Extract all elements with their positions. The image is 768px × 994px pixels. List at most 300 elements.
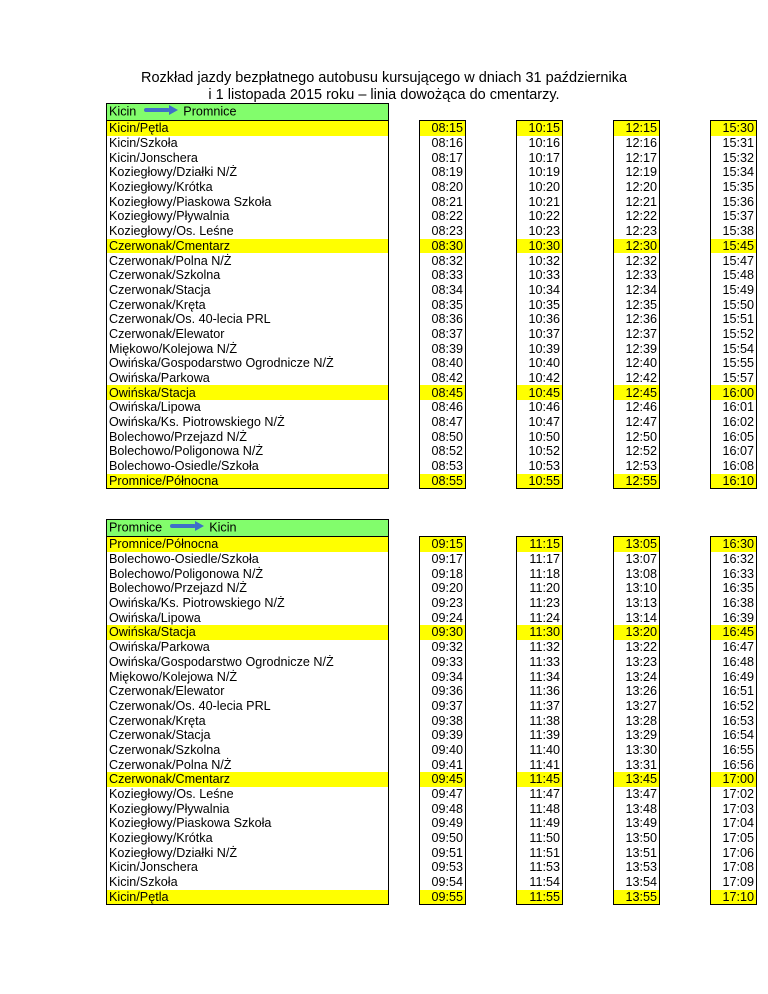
timetable-promnice-kicin	[106, 519, 757, 905]
document-title	[0, 70, 768, 104]
departure-time: 16:33	[711, 566, 757, 581]
departure-time: 08:42	[420, 371, 466, 386]
spacer-cell	[389, 537, 420, 552]
departure-time: 11:49	[517, 816, 563, 831]
stop-row	[107, 816, 757, 831]
stop-row	[107, 845, 757, 860]
stop-row	[107, 713, 757, 728]
departure-time: 08:53	[420, 459, 466, 474]
spacer-cell	[466, 684, 517, 699]
spacer-cell	[389, 327, 420, 342]
stop-name: Czerwonak/Cmentarz	[107, 239, 389, 254]
spacer-cell	[660, 743, 711, 758]
departure-time: 13:26	[614, 684, 660, 699]
stop-name: Czerwonak/Stacja	[107, 728, 389, 743]
departure-time: 16:45	[711, 625, 757, 640]
spacer-cell	[389, 194, 420, 209]
departure-time: 09:48	[420, 801, 466, 816]
departure-time: 10:35	[517, 297, 563, 312]
spacer-cell	[466, 312, 517, 327]
departure-time: 11:15	[517, 537, 563, 552]
spacer-cell	[466, 356, 517, 371]
spacer-cell	[563, 341, 614, 356]
spacer-cell	[563, 684, 614, 699]
spacer-cell	[563, 283, 614, 298]
departure-time: 12:47	[614, 415, 660, 430]
spacer-cell	[563, 581, 614, 596]
departure-time: 12:50	[614, 429, 660, 444]
spacer-cell	[466, 371, 517, 386]
spacer-cell	[389, 459, 420, 474]
departure-time: 08:52	[420, 444, 466, 459]
stop-row	[107, 444, 757, 459]
departure-time: 08:47	[420, 415, 466, 430]
spacer-cell	[389, 625, 420, 640]
departure-time: 09:23	[420, 596, 466, 611]
stop-row	[107, 610, 757, 625]
stop-name: Koziegłowy/Os. Leśne	[107, 224, 389, 239]
spacer-cell	[389, 845, 420, 860]
spacer-cell	[660, 283, 711, 298]
stop-row	[107, 283, 757, 298]
stop-name: Bolechowo/Przejazd N/Ż	[107, 429, 389, 444]
spacer-cell	[466, 444, 517, 459]
stop-row	[107, 787, 757, 802]
departure-time: 09:38	[420, 713, 466, 728]
spacer-cell	[711, 520, 757, 537]
departure-time: 12:32	[614, 253, 660, 268]
departure-time: 13:24	[614, 669, 660, 684]
spacer-cell	[563, 713, 614, 728]
spacer-cell	[466, 136, 517, 151]
spacer-cell	[563, 860, 614, 875]
departure-time: 16:02	[711, 415, 757, 430]
spacer-cell	[660, 757, 711, 772]
departure-time: 08:33	[420, 268, 466, 283]
stop-name: Bolechowo/Przejazd N/Ż	[107, 581, 389, 596]
spacer-cell	[389, 104, 420, 121]
departure-time: 09:18	[420, 566, 466, 581]
spacer-cell	[466, 429, 517, 444]
departure-time: 16:48	[711, 655, 757, 670]
departure-time: 08:46	[420, 400, 466, 415]
spacer-cell	[660, 104, 711, 121]
spacer-cell	[389, 474, 420, 489]
stop-row	[107, 253, 757, 268]
spacer-cell	[660, 831, 711, 846]
stop-row	[107, 655, 757, 670]
stop-row	[107, 566, 757, 581]
departure-time: 13:27	[614, 699, 660, 714]
stop-name: Czerwonak/Elewator	[107, 327, 389, 342]
departure-time: 09:20	[420, 581, 466, 596]
departure-time: 12:17	[614, 150, 660, 165]
spacer-cell	[389, 875, 420, 890]
departure-time: 13:50	[614, 831, 660, 846]
spacer-cell	[389, 444, 420, 459]
departure-time: 10:20	[517, 180, 563, 195]
spacer-cell	[466, 297, 517, 312]
spacer-cell	[517, 520, 563, 537]
spacer-cell	[389, 415, 420, 430]
spacer-cell	[389, 787, 420, 802]
spacer-cell	[466, 655, 517, 670]
departure-time: 13:29	[614, 728, 660, 743]
spacer-cell	[660, 239, 711, 254]
departure-time: 12:39	[614, 341, 660, 356]
spacer-cell	[563, 816, 614, 831]
departure-time: 16:39	[711, 610, 757, 625]
departure-time: 10:34	[517, 283, 563, 298]
stop-name: Czerwonak/Cmentarz	[107, 772, 389, 787]
spacer-cell	[389, 429, 420, 444]
departure-time: 13:47	[614, 787, 660, 802]
departure-time: 11:48	[517, 801, 563, 816]
departure-time: 15:52	[711, 327, 757, 342]
stop-name: Koziegłowy/Krótka	[107, 831, 389, 846]
spacer-cell	[466, 194, 517, 209]
departure-time: 11:53	[517, 860, 563, 875]
departure-time: 11:47	[517, 787, 563, 802]
spacer-cell	[389, 816, 420, 831]
stop-name: Koziegłowy/Działki N/Ż	[107, 165, 389, 180]
departure-time: 09:39	[420, 728, 466, 743]
spacer-cell	[389, 224, 420, 239]
spacer-cell	[389, 341, 420, 356]
stop-name: Czerwonak/Elewator	[107, 684, 389, 699]
departure-time: 13:53	[614, 860, 660, 875]
departure-time: 09:24	[420, 610, 466, 625]
spacer-cell	[563, 890, 614, 905]
departure-time: 11:33	[517, 655, 563, 670]
departure-time: 09:50	[420, 831, 466, 846]
spacer-cell	[563, 356, 614, 371]
stop-row	[107, 400, 757, 415]
spacer-cell	[389, 165, 420, 180]
spacer-cell	[389, 610, 420, 625]
departure-time: 15:55	[711, 356, 757, 371]
spacer-cell	[563, 297, 614, 312]
spacer-cell	[563, 625, 614, 640]
departure-time: 08:30	[420, 239, 466, 254]
spacer-cell	[660, 787, 711, 802]
stop-name: Kicin/Jonschera	[107, 150, 389, 165]
departure-time: 13:45	[614, 772, 660, 787]
departure-time: 10:15	[517, 121, 563, 136]
spacer-cell	[660, 625, 711, 640]
departure-time: 10:42	[517, 371, 563, 386]
spacer-cell	[389, 121, 420, 136]
spacer-cell	[563, 743, 614, 758]
departure-time: 11:23	[517, 596, 563, 611]
departure-time: 15:32	[711, 150, 757, 165]
spacer-cell	[660, 728, 711, 743]
spacer-cell	[660, 136, 711, 151]
departure-time: 11:41	[517, 757, 563, 772]
spacer-cell	[466, 787, 517, 802]
spacer-cell	[389, 831, 420, 846]
direction-to: Promnice	[183, 104, 237, 119]
spacer-cell	[660, 566, 711, 581]
spacer-cell	[563, 474, 614, 489]
stop-row	[107, 625, 757, 640]
spacer-cell	[563, 327, 614, 342]
departure-time: 15:51	[711, 312, 757, 327]
spacer-cell	[389, 581, 420, 596]
departure-time: 11:37	[517, 699, 563, 714]
departure-time: 15:35	[711, 180, 757, 195]
spacer-cell	[563, 312, 614, 327]
departure-time: 15:48	[711, 268, 757, 283]
departure-time: 15:36	[711, 194, 757, 209]
departure-time: 09:33	[420, 655, 466, 670]
spacer-cell	[563, 610, 614, 625]
direction-header-row	[107, 520, 757, 537]
stop-name: Czerwonak/Polna N/Ż	[107, 253, 389, 268]
spacer-cell	[466, 474, 517, 489]
spacer-cell	[389, 596, 420, 611]
stop-row	[107, 180, 757, 195]
timetable-kicin-promnice	[106, 103, 757, 489]
spacer-cell	[660, 165, 711, 180]
spacer-cell	[660, 371, 711, 386]
departure-time: 16:00	[711, 385, 757, 400]
spacer-cell	[389, 669, 420, 684]
spacer-cell	[660, 312, 711, 327]
departure-time: 10:45	[517, 385, 563, 400]
spacer-cell	[563, 415, 614, 430]
departure-time: 08:34	[420, 283, 466, 298]
departure-time: 15:47	[711, 253, 757, 268]
stop-row	[107, 831, 757, 846]
stop-row	[107, 136, 757, 151]
spacer-cell	[389, 268, 420, 283]
stop-name: Owińska/Lipowa	[107, 610, 389, 625]
departure-time: 16:53	[711, 713, 757, 728]
departure-time: 08:32	[420, 253, 466, 268]
spacer-cell	[563, 520, 614, 537]
stop-row	[107, 474, 757, 489]
spacer-cell	[563, 268, 614, 283]
departure-time: 10:36	[517, 312, 563, 327]
stop-row	[107, 728, 757, 743]
spacer-cell	[563, 121, 614, 136]
departure-time: 09:45	[420, 772, 466, 787]
departure-time: 13:55	[614, 890, 660, 905]
spacer-cell	[389, 400, 420, 415]
spacer-cell	[660, 121, 711, 136]
departure-time: 16:05	[711, 429, 757, 444]
departure-time: 17:05	[711, 831, 757, 846]
spacer-cell	[466, 327, 517, 342]
departure-time: 15:57	[711, 371, 757, 386]
departure-time: 11:51	[517, 845, 563, 860]
title-line-1: Rozkład jazdy bezpłatnego autobusu kursującego w dniach 31 października	[140, 70, 628, 86]
spacer-cell	[389, 253, 420, 268]
departure-time: 10:52	[517, 444, 563, 459]
stop-name: Owińska/Parkowa	[107, 640, 389, 655]
spacer-cell	[660, 875, 711, 890]
departure-time: 09:41	[420, 757, 466, 772]
stop-name: Koziegłowy/Pływalnia	[107, 209, 389, 224]
spacer-cell	[466, 860, 517, 875]
spacer-cell	[389, 356, 420, 371]
spacer-cell	[563, 400, 614, 415]
spacer-cell	[660, 180, 711, 195]
stop-row	[107, 150, 757, 165]
departure-time: 16:54	[711, 728, 757, 743]
departure-time: 12:53	[614, 459, 660, 474]
departure-time: 10:32	[517, 253, 563, 268]
departure-time: 10:23	[517, 224, 563, 239]
spacer-cell	[660, 669, 711, 684]
stop-name: Czerwonak/Os. 40-lecia PRL	[107, 699, 389, 714]
spacer-cell	[660, 581, 711, 596]
stop-row	[107, 194, 757, 209]
spacer-cell	[660, 610, 711, 625]
spacer-cell	[389, 136, 420, 151]
stop-name: Owińska/Gospodarstwo Ogrodnicze N/Ż	[107, 655, 389, 670]
departure-time: 09:15	[420, 537, 466, 552]
departure-time: 15:49	[711, 283, 757, 298]
stop-row	[107, 371, 757, 386]
departure-time: 10:46	[517, 400, 563, 415]
departure-time: 11:45	[517, 772, 563, 787]
spacer-cell	[466, 581, 517, 596]
departure-time: 08:39	[420, 341, 466, 356]
departure-time: 10:53	[517, 459, 563, 474]
direction-from: Promnice	[109, 520, 163, 535]
stop-name: Czerwonak/Polna N/Ż	[107, 757, 389, 772]
departure-time: 08:17	[420, 150, 466, 165]
spacer-cell	[466, 165, 517, 180]
spacer-cell	[466, 743, 517, 758]
departure-time: 11:30	[517, 625, 563, 640]
spacer-cell	[563, 371, 614, 386]
stop-row	[107, 385, 757, 400]
departure-time: 09:53	[420, 860, 466, 875]
stop-row	[107, 341, 757, 356]
spacer-cell	[389, 640, 420, 655]
departure-time: 08:19	[420, 165, 466, 180]
departure-time: 09:36	[420, 684, 466, 699]
stop-row	[107, 801, 757, 816]
departure-time: 08:36	[420, 312, 466, 327]
spacer-cell	[660, 327, 711, 342]
spacer-cell	[466, 180, 517, 195]
stop-row	[107, 640, 757, 655]
spacer-cell	[660, 860, 711, 875]
spacer-cell	[660, 429, 711, 444]
departure-time: 10:55	[517, 474, 563, 489]
title-line-2: i 1 listopada 2015 roku – linia dowożąca do cmentarzy.	[208, 87, 560, 103]
spacer-cell	[563, 566, 614, 581]
stop-name: Czerwonak/Szkolna	[107, 268, 389, 283]
departure-time: 11:34	[517, 669, 563, 684]
spacer-cell	[466, 385, 517, 400]
spacer-cell	[563, 669, 614, 684]
departure-time: 08:45	[420, 385, 466, 400]
spacer-cell	[466, 283, 517, 298]
departure-time: 13:51	[614, 845, 660, 860]
departure-time: 13:08	[614, 566, 660, 581]
stop-name: Bolechowo-Osiedle/Szkoła	[107, 552, 389, 567]
spacer-cell	[660, 253, 711, 268]
departure-time: 09:37	[420, 699, 466, 714]
stop-row	[107, 209, 757, 224]
spacer-cell	[466, 400, 517, 415]
departure-time: 12:55	[614, 474, 660, 489]
spacer-cell	[660, 772, 711, 787]
departure-time: 13:48	[614, 801, 660, 816]
spacer-cell	[466, 669, 517, 684]
spacer-cell	[660, 194, 711, 209]
spacer-cell	[660, 655, 711, 670]
spacer-cell	[389, 772, 420, 787]
departure-time: 08:15	[420, 121, 466, 136]
stop-row	[107, 669, 757, 684]
spacer-cell	[389, 699, 420, 714]
stop-row	[107, 596, 757, 611]
departure-time: 11:38	[517, 713, 563, 728]
spacer-cell	[660, 699, 711, 714]
spacer-cell	[466, 875, 517, 890]
stop-row	[107, 537, 757, 552]
stop-row	[107, 890, 757, 905]
spacer-cell	[563, 459, 614, 474]
stop-name: Czerwonak/Os. 40-lecia PRL	[107, 312, 389, 327]
spacer-cell	[389, 209, 420, 224]
spacer-cell	[466, 640, 517, 655]
direction-header	[107, 520, 389, 537]
spacer-cell	[660, 684, 711, 699]
departure-time: 10:47	[517, 415, 563, 430]
departure-time: 08:37	[420, 327, 466, 342]
departure-time: 09:40	[420, 743, 466, 758]
spacer-cell	[563, 699, 614, 714]
departure-time: 11:36	[517, 684, 563, 699]
departure-time: 13:49	[614, 816, 660, 831]
departure-time: 11:24	[517, 610, 563, 625]
spacer-cell	[563, 801, 614, 816]
departure-time: 11:54	[517, 875, 563, 890]
stop-name: Kicin/Szkoła	[107, 875, 389, 890]
spacer-cell	[563, 136, 614, 151]
spacer-cell	[563, 757, 614, 772]
stop-name: Koziegłowy/Krótka	[107, 180, 389, 195]
spacer-cell	[563, 728, 614, 743]
spacer-cell	[466, 845, 517, 860]
stop-row	[107, 165, 757, 180]
spacer-cell	[389, 566, 420, 581]
spacer-cell	[563, 429, 614, 444]
departure-time: 16:32	[711, 552, 757, 567]
departure-time: 12:37	[614, 327, 660, 342]
departure-time: 09:55	[420, 890, 466, 905]
spacer-cell	[389, 684, 420, 699]
departure-time: 15:31	[711, 136, 757, 151]
spacer-cell	[389, 713, 420, 728]
spacer-cell	[563, 253, 614, 268]
departure-time: 16:47	[711, 640, 757, 655]
departure-time: 09:51	[420, 845, 466, 860]
spacer-cell	[660, 415, 711, 430]
spacer-cell	[466, 699, 517, 714]
spacer-cell	[660, 341, 711, 356]
departure-time: 16:55	[711, 743, 757, 758]
spacer-cell	[466, 625, 517, 640]
spacer-cell	[660, 356, 711, 371]
